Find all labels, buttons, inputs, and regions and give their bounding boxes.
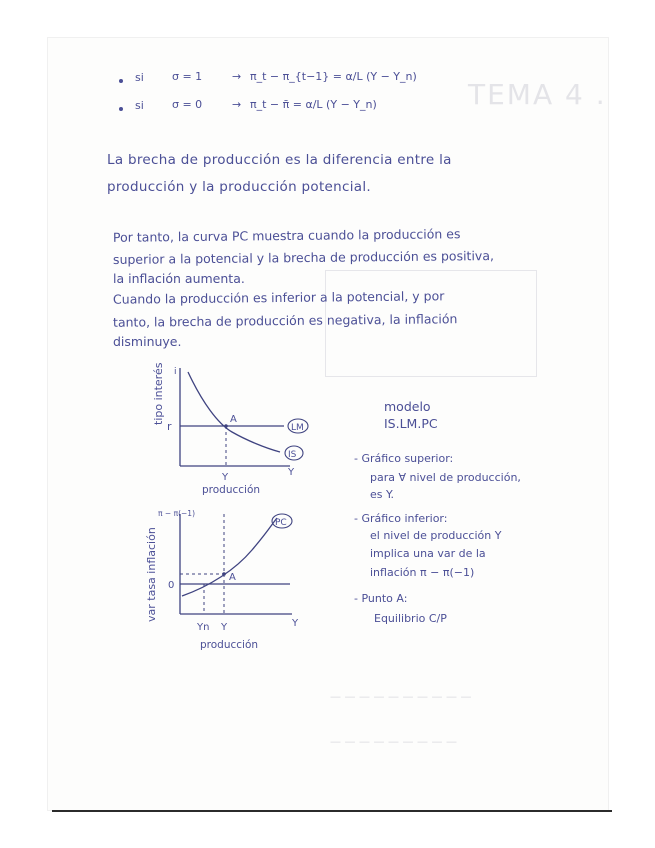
pc-y-tick: 0: [168, 580, 175, 591]
is-lm-x-tick: Y: [222, 472, 229, 483]
bleed-through-line-1: — — — — — — — — — —: [330, 690, 472, 703]
note2-line-2: el nivel de producción Y: [370, 529, 502, 542]
pc-label: PC: [275, 518, 287, 528]
explanation-line-5: tanto, la brecha de producción es negativa, la inflación: [112, 311, 458, 330]
eq2-arrow: →: [232, 98, 242, 111]
pc-y-axis-label: var tasa inflación: [145, 527, 158, 622]
is-lm-y-top-label: i: [174, 367, 177, 377]
pc-y-top-label: π − π(−1): [158, 509, 195, 518]
model-title-1: modelo: [384, 399, 431, 414]
eq1-arrow: →: [232, 70, 242, 83]
note1-line-3: es Y.: [370, 488, 394, 501]
eq1-expr: π_t − π_{t−1} = α/L (Y − Y_n): [250, 70, 417, 83]
eq1-sigma: σ = 1: [172, 70, 203, 83]
explanation-line-2: superior a la potencial y la brecha de producción es positiva,: [112, 248, 495, 267]
pc-point-label: A: [229, 572, 236, 583]
is-lm-point-label: A: [230, 414, 237, 425]
is-curve: [188, 372, 280, 452]
is-lm-x-axis-label: producción: [202, 484, 261, 496]
explanation-line-6: disminuye.: [113, 334, 182, 349]
is-label: IS: [288, 450, 297, 460]
note3-line-1: - Punto A:: [354, 592, 408, 605]
explanation-line-1: Por tanto, la curva PC muestra cuando la producción es: [112, 226, 461, 245]
bleed-through-line-2: — — — — — — — — —: [330, 735, 457, 748]
eq1-cond: si: [135, 71, 144, 84]
pc-point: [222, 572, 226, 576]
note2-line-3: implica una var de la: [370, 547, 486, 560]
bullet-2: [119, 107, 123, 111]
explanation-line-4: Cuando la producción es inferior a la potencial, y por: [112, 288, 445, 307]
note3-line-2: Equilibrio C/P: [374, 612, 447, 625]
lm-label: LM: [291, 423, 304, 433]
is-lm-graph: [140, 362, 310, 502]
pc-x-tick-y: Y: [221, 622, 228, 633]
note2-line-1: - Gráfico inferior:: [354, 512, 448, 525]
definition-line-2: producción y la producción potencial.: [107, 179, 371, 195]
bullet-1: [119, 79, 123, 83]
explanation-line-3: la inflación aumenta.: [113, 271, 245, 286]
is-lm-x-axis-end: Y: [288, 467, 295, 478]
eq2-expr: π_t − π̄ = α/L (Y − Y_n): [250, 98, 377, 111]
note2-line-4: inflación π − π(−1): [370, 566, 475, 579]
is-lm-y-axis-label: tipo interés: [152, 362, 165, 425]
note1-line-2: para ∀ nivel de producción,: [370, 471, 521, 484]
is-lm-equilibrium-point: [224, 424, 228, 428]
eq2-cond: si: [135, 99, 144, 112]
bleed-through-text: TEMA 4 .: [468, 78, 607, 111]
is-lm-y-tick: r: [167, 420, 172, 433]
pc-graph: [140, 508, 310, 656]
page-bottom-edge: [52, 810, 612, 812]
pc-x-tick-yn: Yn: [197, 622, 210, 633]
pc-x-axis-label: producción: [200, 639, 259, 651]
definition-line-1: La brecha de producción es la diferencia entre la: [107, 152, 452, 168]
model-title-2: IS.LM.PC: [384, 416, 438, 431]
pc-x-axis-end: Y: [292, 618, 299, 629]
eq2-sigma: σ = 0: [172, 98, 203, 111]
note1-line-1: - Gráfico superior:: [354, 452, 454, 465]
